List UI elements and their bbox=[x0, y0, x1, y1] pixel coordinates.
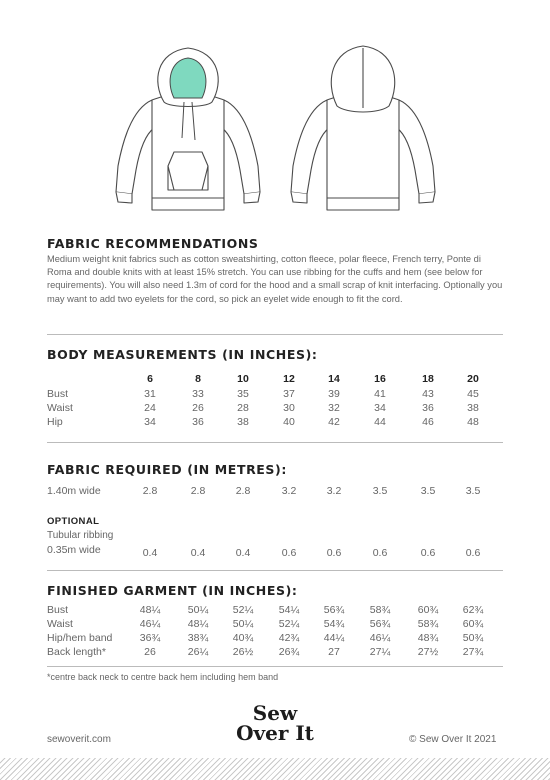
table-cell: 26½ bbox=[232, 646, 254, 658]
table-cell: 54¾ bbox=[323, 618, 345, 630]
table-cell: 48¼ bbox=[139, 604, 161, 616]
table-cell: 0.4 bbox=[190, 547, 206, 559]
table-cell: 50¼ bbox=[232, 618, 254, 630]
table-row bbox=[47, 416, 503, 429]
table-cell: 44 bbox=[374, 416, 386, 428]
finished-garment-heading: FINISHED GARMENT (IN INCHES): bbox=[47, 583, 298, 598]
brand-logo bbox=[228, 703, 322, 743]
table-cell: 3.2 bbox=[326, 485, 342, 497]
table-cell: 38 bbox=[237, 416, 249, 428]
logo-line-1: Sew bbox=[252, 701, 298, 725]
row-label: 0.35m wide bbox=[47, 544, 101, 556]
table-cell: 48¾ bbox=[417, 632, 439, 644]
size-label: 6 bbox=[147, 373, 153, 385]
table-cell: 32 bbox=[328, 402, 340, 414]
table-cell: 54¼ bbox=[278, 604, 300, 616]
table-cell: 3.5 bbox=[465, 485, 481, 497]
table-cell: 46¼ bbox=[139, 618, 161, 630]
fabric-recommendations-text: Medium weight knit fabrics such as cotton sweatshirting, cotton fleece, polar fleece, French terry, Ponte di Roma and double knits with at least 15% stretch. You can use ribbing for the cuffs and hem (see below for requirements). You will also need 1.3m of cord for the hood and a small scrap of knit interfacing. Optionally you may want to add two eyelets for the cord, so pick an eyelet wide enough to fit the cord. bbox=[47, 254, 503, 304]
optional-label: OPTIONAL bbox=[47, 516, 100, 527]
table-cell: 45 bbox=[467, 388, 479, 400]
body-measurements-heading: BODY MEASUREMENTS (IN INCHES): bbox=[47, 347, 318, 362]
table-cell: 43 bbox=[422, 388, 434, 400]
table-cell: 0.6 bbox=[420, 547, 436, 559]
size-label: 18 bbox=[422, 373, 434, 385]
table-cell: 3.5 bbox=[420, 485, 436, 497]
size-label: 8 bbox=[195, 373, 201, 385]
table-row bbox=[47, 544, 503, 557]
table-cell: 30 bbox=[283, 402, 295, 414]
decorative-stripe-band bbox=[0, 758, 550, 780]
table-cell: 34 bbox=[374, 402, 386, 414]
ribbing-label: Tubular ribbing bbox=[47, 530, 114, 541]
table-cell: 31 bbox=[144, 388, 156, 400]
table-cell: 60¾ bbox=[462, 618, 484, 630]
table-cell: 34 bbox=[144, 416, 156, 428]
table-cell: 48¼ bbox=[187, 618, 209, 630]
table-cell: 26¼ bbox=[187, 646, 209, 658]
table-cell: 2.8 bbox=[190, 485, 206, 497]
table-cell: 26 bbox=[144, 646, 156, 658]
table-cell: 62¾ bbox=[462, 604, 484, 616]
table-cell: 3.5 bbox=[372, 485, 388, 497]
table-cell: 48 bbox=[467, 416, 479, 428]
row-label: Bust bbox=[47, 388, 69, 400]
hoodie-front-illustration bbox=[112, 42, 264, 214]
size-label: 12 bbox=[283, 373, 295, 385]
table-cell: 0.4 bbox=[142, 547, 158, 559]
table-row bbox=[47, 388, 503, 401]
divider bbox=[47, 442, 503, 443]
row-label: Waist bbox=[47, 402, 73, 414]
table-cell: 42¾ bbox=[278, 632, 300, 644]
divider bbox=[47, 666, 503, 667]
table-cell: 2.8 bbox=[235, 485, 251, 497]
table-cell: 3.2 bbox=[281, 485, 297, 497]
table-row bbox=[47, 604, 503, 617]
table-cell: 50¼ bbox=[187, 604, 209, 616]
table-cell: 52¼ bbox=[278, 618, 300, 630]
table-cell: 40¾ bbox=[232, 632, 254, 644]
table-cell: 52¼ bbox=[232, 604, 254, 616]
table-row bbox=[47, 632, 503, 645]
table-cell: 2.8 bbox=[142, 485, 158, 497]
row-label: Hip bbox=[47, 416, 63, 428]
divider bbox=[47, 334, 503, 335]
row-label: Waist bbox=[47, 618, 73, 630]
fabric-recommendations-heading: FABRIC RECOMMENDATIONS bbox=[47, 236, 259, 251]
table-cell: 0.6 bbox=[326, 547, 342, 559]
divider bbox=[47, 570, 503, 571]
table-cell: 33 bbox=[192, 388, 204, 400]
table-cell: 27 bbox=[328, 646, 340, 658]
row-label: Back length* bbox=[47, 646, 106, 658]
size-label: 10 bbox=[237, 373, 249, 385]
table-cell: 37 bbox=[283, 388, 295, 400]
logo-line-2: Over It bbox=[236, 721, 314, 745]
table-cell: 56¾ bbox=[323, 604, 345, 616]
table-cell: 0.4 bbox=[235, 547, 251, 559]
size-label: 14 bbox=[328, 373, 340, 385]
table-cell: 39 bbox=[328, 388, 340, 400]
table-cell: 0.6 bbox=[372, 547, 388, 559]
table-cell: 27¼ bbox=[369, 646, 391, 658]
table-cell: 38¾ bbox=[187, 632, 209, 644]
website-link[interactable]: sewoverit.com bbox=[47, 734, 111, 745]
table-cell: 36 bbox=[192, 416, 204, 428]
table-cell: 28 bbox=[237, 402, 249, 414]
table-cell: 26¾ bbox=[278, 646, 300, 658]
table-cell: 36 bbox=[422, 402, 434, 414]
table-cell: 26 bbox=[192, 402, 204, 414]
footnote: *centre back neck to centre back hem including hem band bbox=[47, 672, 279, 682]
table-cell: 27½ bbox=[417, 646, 439, 658]
table-cell: 42 bbox=[328, 416, 340, 428]
table-cell: 46 bbox=[422, 416, 434, 428]
row-label: Hip/hem band bbox=[47, 632, 113, 644]
table-cell: 36¾ bbox=[139, 632, 161, 644]
table-cell: 56¾ bbox=[369, 618, 391, 630]
table-row bbox=[47, 646, 503, 659]
table-cell: 27¾ bbox=[462, 646, 484, 658]
row-label: Bust bbox=[47, 604, 69, 616]
copyright: © Sew Over It 2021 bbox=[409, 734, 497, 745]
hoodie-back-illustration bbox=[287, 42, 439, 214]
table-cell: 38 bbox=[467, 402, 479, 414]
table-row bbox=[47, 485, 503, 498]
table-cell: 0.6 bbox=[465, 547, 481, 559]
table-cell: 58¾ bbox=[417, 618, 439, 630]
table-row bbox=[47, 402, 503, 415]
size-label: 20 bbox=[467, 373, 479, 385]
table-cell: 0.6 bbox=[281, 547, 297, 559]
table-cell: 44¼ bbox=[323, 632, 345, 644]
table-cell: 46¼ bbox=[369, 632, 391, 644]
table-row bbox=[47, 618, 503, 631]
table-cell: 40 bbox=[283, 416, 295, 428]
sizes-header-row bbox=[47, 373, 503, 386]
table-cell: 50¾ bbox=[462, 632, 484, 644]
table-cell: 41 bbox=[374, 388, 386, 400]
row-label: 1.40m wide bbox=[47, 485, 101, 497]
table-cell: 58¾ bbox=[369, 604, 391, 616]
table-cell: 35 bbox=[237, 388, 249, 400]
table-cell: 60¾ bbox=[417, 604, 439, 616]
size-label: 16 bbox=[374, 373, 386, 385]
table-cell: 24 bbox=[144, 402, 156, 414]
fabric-required-heading: FABRIC REQUIRED (IN METRES): bbox=[47, 462, 287, 477]
